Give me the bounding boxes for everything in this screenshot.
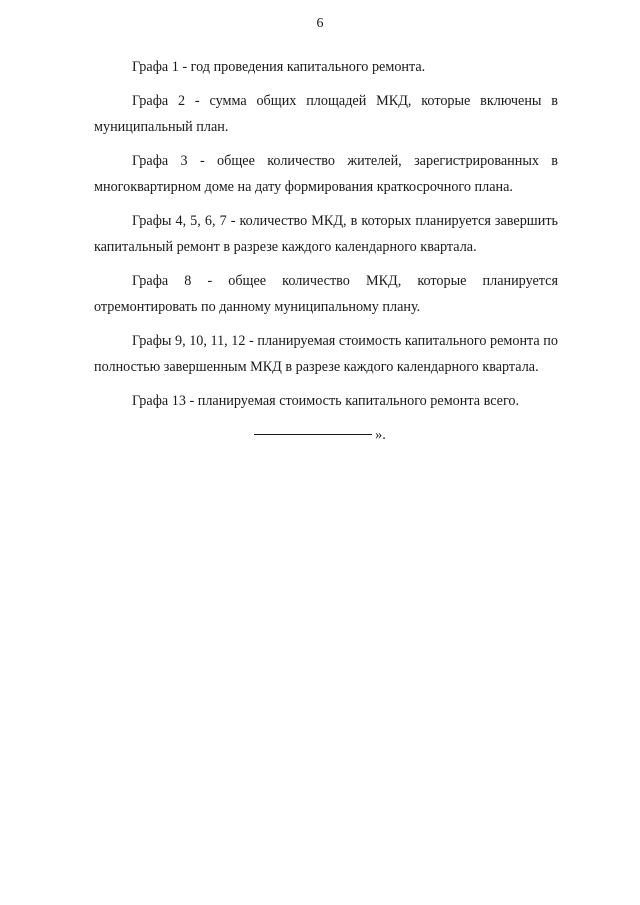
page-number: 6 bbox=[316, 16, 324, 31]
closing-quote-mark: ». bbox=[375, 427, 386, 443]
paragraph-column-2: Графа 2 - сумма общих площадей МКД, которые включены в муниципальный план. bbox=[94, 92, 558, 135]
paragraph-column-1: Графа 1 - год проведения капитального ремонта. bbox=[132, 59, 426, 75]
paragraph-columns-4-7: Графы 4, 5, 6, 7 - количество МКД, в которых планируется завершить капитальный ремонт в разрезе каждого календарного квартала. bbox=[94, 212, 558, 255]
paragraph-columns-9-12: Графы 9, 10, 11, 12 - планируемая стоимость капитального ремонта по полностью завершенным МКД в разрезе каждого календарного квартала. bbox=[94, 332, 558, 375]
closing-underline bbox=[254, 434, 372, 435]
paragraph-column-13: Графа 13 - планируемая стоимость капитального ремонта всего. bbox=[132, 392, 520, 409]
document-body bbox=[94, 54, 558, 421]
paragraph-column-3: Графа 3 - общее количество жителей, зарегистрированных в многоквартирном доме на дату формирования краткосрочного плана. bbox=[94, 152, 558, 195]
closing-line bbox=[0, 427, 640, 444]
paragraph-column-8: Графа 8 - общее количество МКД, которые планируется отремонтировать по данному муниципальному плану. bbox=[94, 272, 558, 315]
